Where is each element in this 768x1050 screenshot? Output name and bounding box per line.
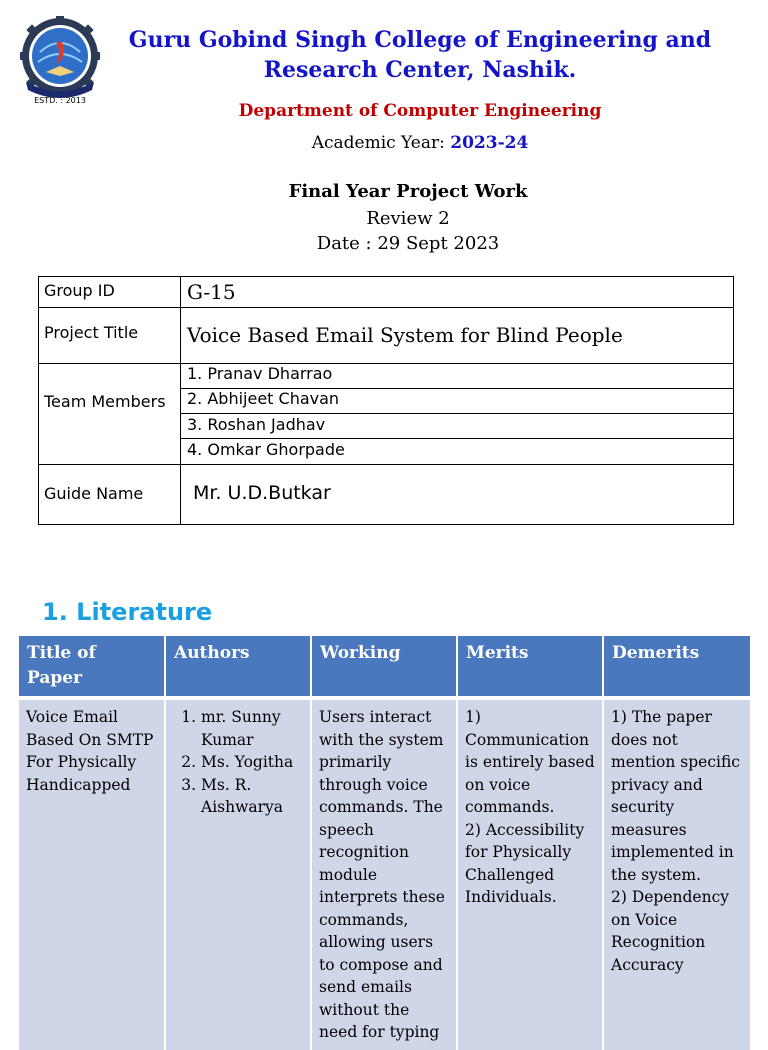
col-title-of-paper: Title of Paper xyxy=(19,636,165,698)
college-logo xyxy=(16,16,104,106)
academic-year-value: 2023-24 xyxy=(450,133,529,153)
merit-item: 1) Communication is entirely based on voice commands. xyxy=(465,708,595,816)
literature-heading: 1. Literature xyxy=(42,598,213,626)
team-member-3: 3. Roshan Jadhav xyxy=(187,415,326,434)
col-working: Working xyxy=(311,636,457,698)
team-member-1: 1. Pranav Dharrao xyxy=(187,364,333,383)
guide-name-value: Mr. U.D.Butkar xyxy=(193,482,331,504)
department-name: Department of Computer Engineering xyxy=(238,101,602,121)
project-work-title: Final Year Project Work xyxy=(288,181,528,202)
team-member-2: 2. Abhijeet Chavan xyxy=(187,389,340,408)
author-item: 3. Ms. R. Aishwarya xyxy=(201,774,303,819)
review-date: Date : 29 Sept 2023 xyxy=(316,233,500,254)
team-members-label-text: Team Members xyxy=(44,392,166,411)
demerit-item: 1) The paper does not mention specific privacy and security measures implemented in the system. xyxy=(611,708,740,884)
group-id-label: Group ID xyxy=(39,277,181,307)
paper-title-cell: Voice Email Based On SMTP For Physically Handicapped xyxy=(19,698,165,1050)
working-cell: Users interact with the system primarily through voice commands. The speech recognition module interprets these commands, allowing users to compose and send emails without the need for typing xyxy=(311,698,457,1050)
col-merits: Merits xyxy=(457,636,603,698)
review-label: Review 2 xyxy=(366,208,450,229)
group-id-value: G-15 xyxy=(187,280,236,304)
author-item: 2. Ms. Yogitha xyxy=(201,751,303,774)
col-demerits: Demerits xyxy=(603,636,750,698)
team-member-4: 4. Omkar Ghorpade xyxy=(187,440,345,459)
project-info-table xyxy=(38,276,734,525)
merit-item: 2) Accessibility for Physically Challenged Individuals. xyxy=(465,820,585,906)
author-item: 1. mr. Sunny Kumar xyxy=(201,706,303,751)
logo-estd: ESTD. : 2013 xyxy=(34,96,86,105)
authors-cell xyxy=(165,698,311,1050)
team-members-label xyxy=(39,363,181,464)
gear-icon xyxy=(20,16,100,96)
college-name-line2: Research Center, Nashik. xyxy=(263,57,577,83)
guide-name-label: Guide Name xyxy=(39,464,181,525)
demerit-item: 2) Dependency on Voice Recognition Accuracy xyxy=(611,888,730,974)
col-authors: Authors xyxy=(165,636,311,698)
project-title-value: Voice Based Email System for Blind People xyxy=(187,323,623,347)
literature-header-row xyxy=(19,636,750,698)
literature-table xyxy=(19,636,750,1041)
academic-year xyxy=(120,133,720,153)
college-name-line1: Guru Gobind Singh College of Engineering and xyxy=(128,27,712,53)
merits-cell xyxy=(457,698,603,1050)
demerits-cell xyxy=(603,698,750,1050)
academic-year-label: Academic Year: xyxy=(311,133,451,153)
project-title-label: Project Title xyxy=(39,307,181,363)
table-row xyxy=(19,698,750,1050)
